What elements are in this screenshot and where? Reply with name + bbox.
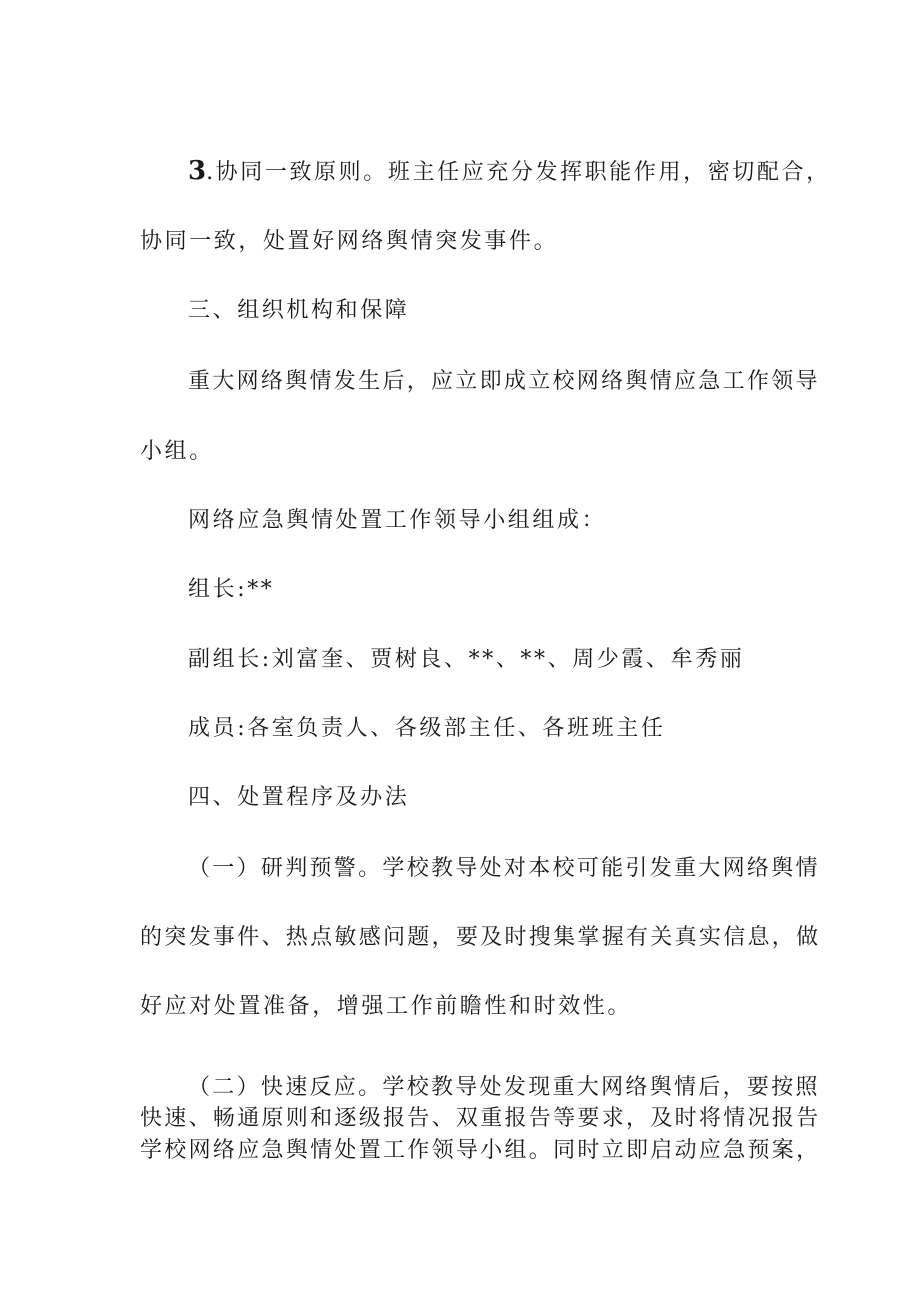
paragraph-text: 协同一致，处置好网络舆情突发事件。 <box>140 229 559 254</box>
section-heading-4: 四、处置程序及办法 <box>188 785 410 810</box>
section-heading-3: 三、组织机构和保障 <box>188 298 410 323</box>
paragraph-text: 快速、畅通原则和逐级报告、双重报告等要求，及时将情况报告 <box>140 1106 821 1131</box>
members-line: 成员:各室负责人、各级部主任、各班班主任 <box>188 716 666 741</box>
paragraph-text: .协同一致原则。班主任应充分发挥职能作用，密切配合， <box>206 160 831 185</box>
paragraph-text: 重大网络舆情发生后，应立即成立校网络舆情应急工作领导 <box>188 369 820 394</box>
paragraph-principle-3 <box>188 156 831 188</box>
paragraph-text: 网络应急舆情处置工作领导小组组成： <box>188 508 607 533</box>
list-number: 3 <box>188 156 207 186</box>
paragraph-text: 好应对处置准备，增强工作前瞻性和时效性。 <box>140 994 633 1019</box>
team-leader-line: 组长:** <box>188 577 275 602</box>
deputy-leader-line: 副组长:刘富奎、贾树良、**、**、周少霞、牟秀丽 <box>188 647 745 672</box>
paragraph-text: （二）快速反应。学校教导处发现重大网络舆情后，要按照 <box>188 1075 820 1100</box>
paragraph-text: （一）研判预警。学校教导处对本校可能引发重大网络舆情 <box>188 856 820 881</box>
paragraph-text: 学校网络应急舆情处置工作领导小组。同时立即启动应急预案， <box>140 1138 821 1163</box>
paragraph-text: 的突发事件、热点敏感问题，要及时搜集掌握有关真实信息，做 <box>140 925 821 950</box>
paragraph-text: 小组。 <box>140 439 214 464</box>
